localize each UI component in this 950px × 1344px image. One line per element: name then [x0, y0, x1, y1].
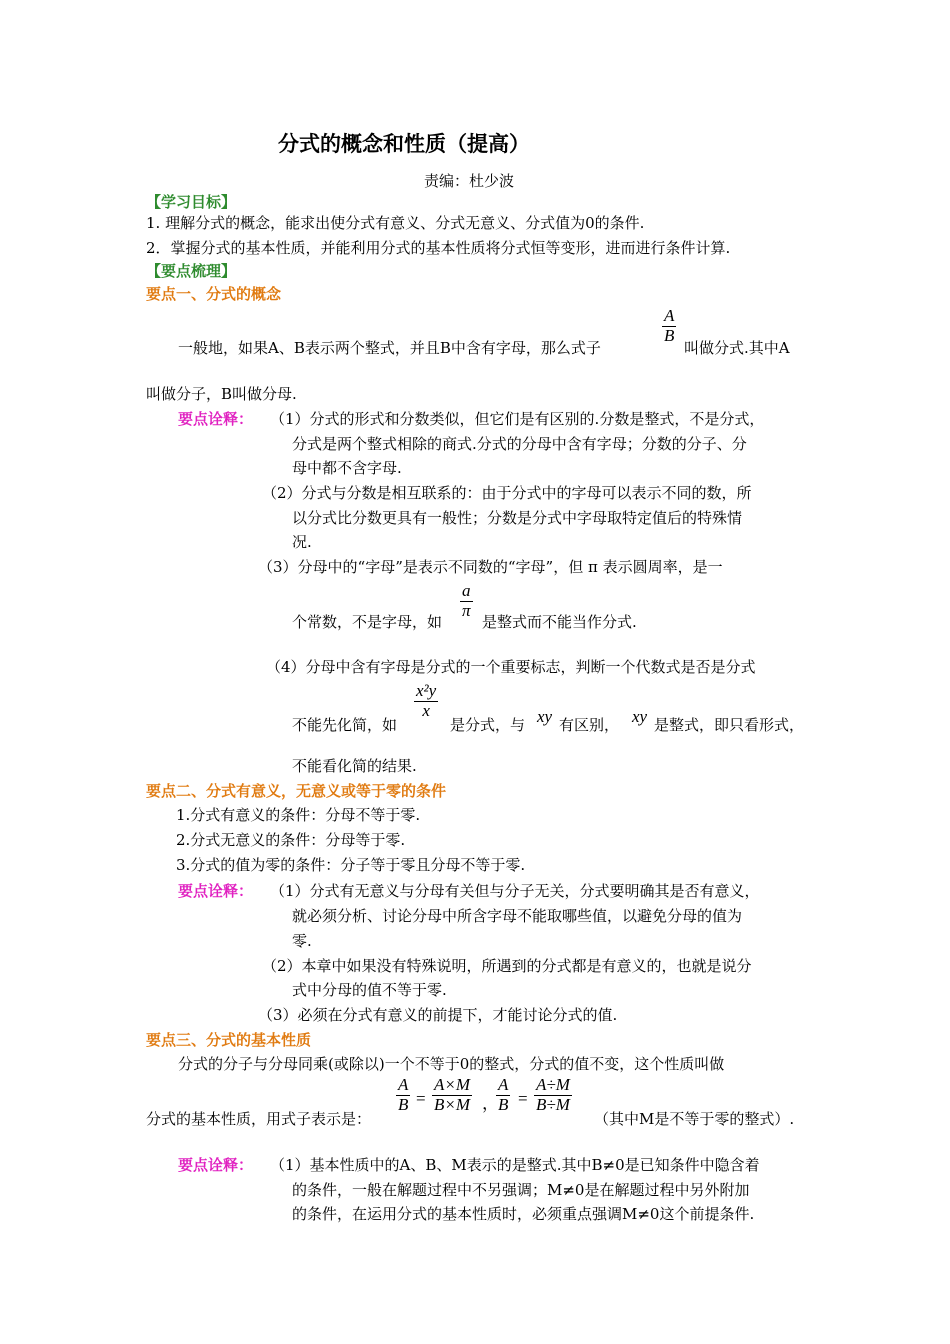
fraction-numerator: A [498, 1075, 509, 1094]
point3-text-line2-end: （其中M是不等于零的整式）. [594, 1110, 795, 1128]
point2-note1-line1: （1）分式有无意义与分母有关但与分子无关，分式要明确其是否有意义， [270, 882, 760, 900]
goal-item-2: 2．掌握分式的基本性质，并能利用分式的基本性质将分式恒等变形，进而进行条件计算. [146, 239, 731, 257]
goal-item-1: 1. 理解分式的概念，能求出使分式有意义、分式无意义、分式值为0的条件. [146, 214, 645, 232]
fraction-denominator: π [462, 600, 471, 620]
point2-item-2: 2.分式无意义的条件：分母等于零. [176, 831, 406, 849]
point1-note3-line2-start: 个常数，不是字母，如 [292, 613, 443, 631]
fraction-numerator: A [664, 306, 675, 325]
fraction-numerator: A÷M [536, 1075, 570, 1094]
point1-note2-line3: 况. [292, 533, 312, 551]
point1-note2-line1: （2）分式与分数是相互联系的：由于分式中的字母可以表示不同的数，所 [262, 484, 752, 502]
fraction-denominator: B÷M [536, 1094, 570, 1114]
point1-note4-line2-start: 不能先化简，如 [292, 716, 398, 734]
point1-note4-line3: 不能看化简的结果. [292, 757, 417, 775]
point1-note4-line2-end: 是整式，即只看形式， [654, 716, 805, 734]
point1-note2-line2: 以分式比分数更具有一般性；分数是分式中字母取特定值后的特殊情 [292, 509, 743, 527]
point3-heading: 要点三、分式的基本性质 [146, 1031, 312, 1049]
fraction-numerator: A [398, 1075, 409, 1094]
point1-heading: 要点一、分式的概念 [146, 285, 282, 303]
fraction-denominator: B×M [434, 1094, 471, 1114]
fraction-numerator: a [462, 581, 471, 600]
fraction-numerator: A×M [434, 1075, 471, 1094]
point3-note1-line3: 的条件，在运用分式的基本性质时，必须重点强调M≠0这个前提条件. [292, 1205, 755, 1223]
math-xy-1: xy [537, 707, 553, 726]
point2-note1-line3: 零. [292, 932, 312, 950]
math-xy-2: xy [632, 707, 648, 726]
fraction-denominator: B [664, 325, 675, 345]
fraction-denominator: B [498, 1094, 509, 1114]
fraction-a-over-b-1 [396, 1076, 410, 1114]
fraction-numerator: x²y [416, 681, 437, 700]
point1-note1-line1: （1）分式的形式和分数类似，但它们是有区别的.分数是整式，不是分式， [270, 410, 765, 428]
point2-note3-line1: （3）必须在分式有意义的前提下，才能讨论分式的值. [258, 1006, 618, 1024]
point2-heading: 要点二、分式有意义，无意义或等于零的条件 [146, 782, 447, 800]
point3-text-line2-start: 分式的基本性质，用式子表示是： [146, 1110, 372, 1128]
point3-text-line1: 分式的分子与分母同乘(或除以)一个不等于0的整式，分式的值不变，这个性质叫做 [178, 1055, 725, 1073]
point2-item-1: 1.分式有意义的条件：分母不等于零. [176, 806, 421, 824]
formula-comma: ， [482, 1094, 499, 1113]
point1-note4-line2-mid1: 是分式，与 [450, 716, 526, 734]
page-title: 分式的概念和性质（提高） [278, 132, 530, 156]
fraction-denominator: x [422, 700, 430, 720]
point2-item-3: 3.分式的值为零的条件：分子等于零且分母不等于零. [176, 856, 526, 874]
point1-note3-line1: （3）分母中的“字母”是表示不同数的“字母”，但 π 表示圆周率，是一 [258, 558, 723, 576]
point1-note4-line1: （4）分母中含有字母是分式的一个重要标志，判断一个代数式是否是分式 [266, 658, 756, 676]
point3-note1-line2: 的条件，一般在解题过程中不另强调；M≠0是在解题过程中另外附加 [292, 1181, 750, 1199]
review-heading: 【要点梳理】 [146, 262, 237, 280]
fraction-a-over-pi [460, 582, 473, 620]
fraction-a-over-b [662, 307, 676, 345]
point3-note-label: 要点诠释： [178, 1156, 254, 1174]
point1-note1-line2: 分式是两个整式相除的商式.分式的分母中含有字母；分数的分子、分 [292, 435, 747, 453]
point2-note1-line2: 就必须分析、讨论分母中所含字母不能取哪些值，以避免分母的值为 [292, 907, 743, 925]
point1-definition-start: 一般地，如果A、B表示两个整式，并且B中含有字母，那么式子 [178, 339, 601, 357]
point1-note4-line2-mid2: 有区别， [559, 716, 620, 734]
fraction-a-over-b-2 [496, 1076, 510, 1114]
fraction-a-div-m-over-b-div-m [534, 1076, 572, 1114]
point1-note3-line2-end: 是整式而不能当作分式. [482, 613, 637, 631]
fraction-denominator: B [398, 1094, 409, 1114]
point2-note2-line2: 式中分母的值不等于零. [292, 981, 447, 999]
point1-note1-line3: 母中都不含字母. [292, 459, 402, 477]
point2-note-label: 要点诠释： [178, 882, 254, 900]
point1-note-label: 要点诠释： [178, 410, 254, 428]
point2-note2-line1: （2）本章中如果没有特殊说明，所遇到的分式都是有意义的，也就是说分 [262, 957, 752, 975]
point3-note1-line1: （1）基本性质中的A、B、M表示的是整式.其中B≠0是已知条件中隐含着 [270, 1156, 760, 1174]
author-line: 责编：杜少波 [424, 172, 515, 190]
fraction-am-over-bm [432, 1076, 472, 1114]
point1-definition-line2: 叫做分子，B叫做分母. [146, 385, 297, 403]
fraction-x2y-over-x [414, 682, 438, 720]
goals-heading: 【学习目标】 [146, 193, 237, 211]
equals-sign-2: = [518, 1089, 528, 1108]
point1-definition-end: 叫做分式.其中A [684, 339, 790, 357]
equals-sign-1: = [416, 1089, 426, 1108]
